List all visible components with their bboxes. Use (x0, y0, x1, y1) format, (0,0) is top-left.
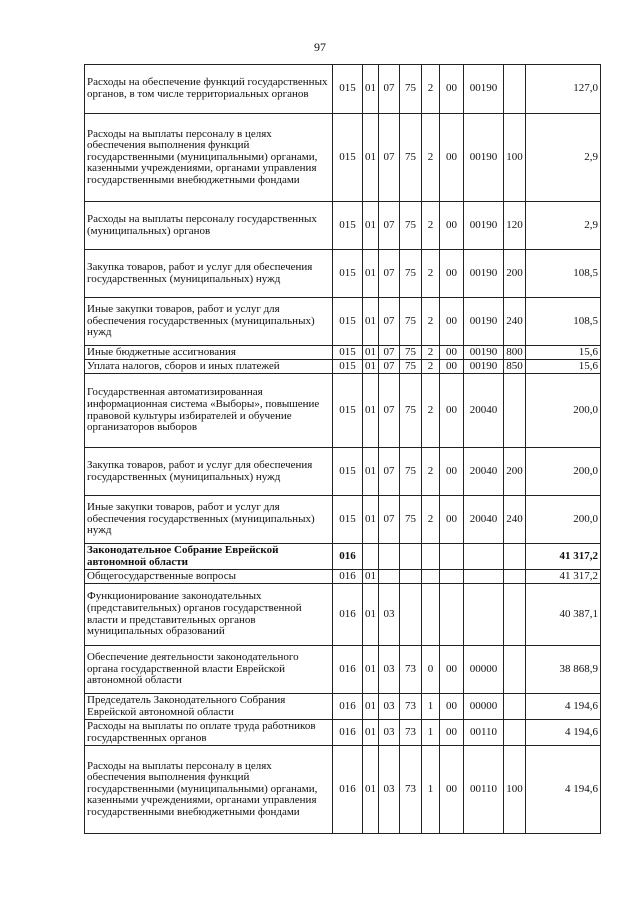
cell-program: 75 (400, 496, 422, 544)
cell-amount: 15,6 (526, 360, 601, 374)
cell-rz: 01 (363, 298, 379, 346)
row-name: Расходы на выплаты по оплате труда работников государственных органов (85, 720, 333, 746)
cell-subprogram: 2 (422, 298, 440, 346)
cell-direction: 00 (440, 720, 464, 746)
cell-pr: 07 (379, 496, 400, 544)
cell-subprogram: 2 (422, 496, 440, 544)
cell-subprogram: 2 (422, 114, 440, 202)
cell-subprogram (422, 584, 440, 646)
cell-rz: 01 (363, 694, 379, 720)
cell-pr: 03 (379, 694, 400, 720)
row-name: Расходы на выплаты персоналу государственных (муниципальных) органов (85, 202, 333, 250)
cell-expense-code (464, 570, 504, 584)
cell-amount: 4 194,6 (526, 694, 601, 720)
cell-rz: 01 (363, 496, 379, 544)
cell-program: 75 (400, 250, 422, 298)
table-row (85, 646, 601, 694)
cell-vr: 240 (504, 298, 526, 346)
table-row (85, 448, 601, 496)
cell-pr: 07 (379, 448, 400, 496)
cell-program: 73 (400, 646, 422, 694)
cell-amount: 2,9 (526, 114, 601, 202)
cell-ved: 015 (333, 298, 363, 346)
row-name: Иные закупки товаров, работ и услуг для обеспечения государственных (муниципальных) нужд (85, 298, 333, 346)
cell-ved: 015 (333, 360, 363, 374)
cell-vr (504, 570, 526, 584)
cell-rz: 01 (363, 570, 379, 584)
row-name: Законодательное Собрание Еврейской автономной области (85, 544, 333, 570)
cell-subprogram: 2 (422, 65, 440, 114)
cell-ved: 016 (333, 694, 363, 720)
cell-amount: 41 317,2 (526, 570, 601, 584)
cell-rz: 01 (363, 646, 379, 694)
cell-program: 75 (400, 374, 422, 448)
cell-program (400, 584, 422, 646)
cell-expense-code: 00110 (464, 720, 504, 746)
row-name: Иные закупки товаров, работ и услуг для обеспечения государственных (муниципальных) нужд (85, 496, 333, 544)
cell-rz: 01 (363, 114, 379, 202)
row-name: Общегосударственные вопросы (85, 570, 333, 584)
cell-amount: 200,0 (526, 374, 601, 448)
cell-pr: 07 (379, 202, 400, 250)
cell-ved: 016 (333, 544, 363, 570)
cell-vr (504, 65, 526, 114)
cell-direction: 00 (440, 346, 464, 360)
cell-amount: 200,0 (526, 448, 601, 496)
cell-direction: 00 (440, 65, 464, 114)
table-row (85, 746, 601, 834)
cell-pr (379, 570, 400, 584)
row-name: Расходы на обеспечение функций государственных органов, в том числе территориальных органов (85, 65, 333, 114)
cell-subprogram: 2 (422, 448, 440, 496)
cell-pr: 03 (379, 720, 400, 746)
cell-vr: 100 (504, 114, 526, 202)
cell-vr (504, 374, 526, 448)
row-name: Уплата налогов, сборов и иных платежей (85, 360, 333, 374)
cell-ved: 016 (333, 570, 363, 584)
table-row (85, 720, 601, 746)
cell-vr: 800 (504, 346, 526, 360)
cell-program (400, 544, 422, 570)
cell-pr: 07 (379, 250, 400, 298)
cell-rz: 01 (363, 746, 379, 834)
cell-expense-code: 00190 (464, 250, 504, 298)
cell-rz: 01 (363, 360, 379, 374)
cell-program: 73 (400, 694, 422, 720)
row-name: Закупка товаров, работ и услуг для обеспечения государственных (муниципальных) нужд (85, 448, 333, 496)
budget-table (84, 64, 601, 834)
table-row (85, 570, 601, 584)
row-name: Расходы на выплаты персоналу в целях обеспечения выполнения функций государственными (муниципальными) органами, казенными учреждениями, органами управления государственными внебюджетными фондами (85, 114, 333, 202)
cell-ved: 016 (333, 646, 363, 694)
cell-program: 75 (400, 114, 422, 202)
cell-vr (504, 694, 526, 720)
cell-direction (440, 544, 464, 570)
cell-amount: 108,5 (526, 298, 601, 346)
cell-ved: 016 (333, 746, 363, 834)
cell-direction (440, 570, 464, 584)
cell-subprogram: 1 (422, 746, 440, 834)
cell-rz: 01 (363, 720, 379, 746)
cell-amount: 40 387,1 (526, 584, 601, 646)
cell-vr (504, 646, 526, 694)
table-row (85, 202, 601, 250)
cell-program (400, 570, 422, 584)
cell-subprogram: 2 (422, 360, 440, 374)
cell-pr (379, 544, 400, 570)
cell-subprogram (422, 544, 440, 570)
table-row (85, 694, 601, 720)
cell-amount: 108,5 (526, 250, 601, 298)
cell-direction: 00 (440, 298, 464, 346)
cell-ved: 015 (333, 448, 363, 496)
cell-vr: 100 (504, 746, 526, 834)
cell-amount: 38 868,9 (526, 646, 601, 694)
cell-program: 75 (400, 65, 422, 114)
cell-amount: 15,6 (526, 346, 601, 360)
cell-expense-code: 00190 (464, 360, 504, 374)
cell-direction: 00 (440, 496, 464, 544)
cell-expense-code: 20040 (464, 448, 504, 496)
cell-subprogram: 2 (422, 250, 440, 298)
cell-expense-code (464, 584, 504, 646)
cell-pr: 07 (379, 65, 400, 114)
cell-vr (504, 720, 526, 746)
table-row (85, 584, 601, 646)
table-row (85, 496, 601, 544)
cell-rz: 01 (363, 584, 379, 646)
cell-rz: 01 (363, 448, 379, 496)
cell-ved: 016 (333, 720, 363, 746)
cell-ved: 015 (333, 114, 363, 202)
table-row (85, 544, 601, 570)
table-row (85, 374, 601, 448)
cell-expense-code: 00190 (464, 65, 504, 114)
cell-vr (504, 544, 526, 570)
cell-ved: 015 (333, 250, 363, 298)
table-row (85, 65, 601, 114)
table-row (85, 298, 601, 346)
page-number: 97 (314, 40, 326, 54)
cell-ved: 015 (333, 374, 363, 448)
cell-ved: 015 (333, 202, 363, 250)
cell-expense-code: 00190 (464, 202, 504, 250)
cell-subprogram: 2 (422, 346, 440, 360)
cell-rz: 01 (363, 65, 379, 114)
cell-expense-code: 00190 (464, 298, 504, 346)
cell-program: 73 (400, 746, 422, 834)
row-name: Государственная автоматизированная информационная система «Выборы», повышение правовой культуры избирателей и обучение организаторов выборов (85, 374, 333, 448)
cell-expense-code: 00000 (464, 646, 504, 694)
cell-rz (363, 544, 379, 570)
cell-vr: 200 (504, 448, 526, 496)
cell-pr: 03 (379, 584, 400, 646)
cell-pr: 07 (379, 114, 400, 202)
cell-expense-code: 20040 (464, 374, 504, 448)
cell-expense-code: 00190 (464, 114, 504, 202)
row-name: Функционирование законодательных (представительных) органов государственной власти и представительных органов муниципальных образований (85, 584, 333, 646)
cell-ved: 015 (333, 65, 363, 114)
cell-subprogram (422, 570, 440, 584)
cell-amount: 4 194,6 (526, 720, 601, 746)
table-row (85, 250, 601, 298)
cell-pr: 07 (379, 346, 400, 360)
cell-pr: 07 (379, 298, 400, 346)
cell-direction: 00 (440, 202, 464, 250)
cell-direction (440, 584, 464, 646)
cell-rz: 01 (363, 374, 379, 448)
cell-program: 75 (400, 346, 422, 360)
cell-vr: 120 (504, 202, 526, 250)
cell-program: 75 (400, 360, 422, 374)
cell-direction: 00 (440, 694, 464, 720)
cell-direction: 00 (440, 746, 464, 834)
table-row (85, 360, 601, 374)
row-name: Председатель Законодательного Собрания Еврейской автономной области (85, 694, 333, 720)
cell-vr (504, 584, 526, 646)
cell-ved: 015 (333, 346, 363, 360)
cell-vr: 240 (504, 496, 526, 544)
cell-pr: 03 (379, 646, 400, 694)
cell-subprogram: 1 (422, 694, 440, 720)
cell-program: 73 (400, 720, 422, 746)
cell-vr: 850 (504, 360, 526, 374)
cell-pr: 07 (379, 374, 400, 448)
row-name: Расходы на выплаты персоналу в целях обеспечения выполнения функций государственными (муниципальными) органами, казенными учреждениями, органами управления государственными внебюджетными фондами (85, 746, 333, 834)
cell-rz: 01 (363, 202, 379, 250)
cell-amount: 2,9 (526, 202, 601, 250)
cell-pr: 03 (379, 746, 400, 834)
cell-amount: 127,0 (526, 65, 601, 114)
cell-program: 75 (400, 202, 422, 250)
cell-amount: 41 317,2 (526, 544, 601, 570)
cell-expense-code: 20040 (464, 496, 504, 544)
row-name: Закупка товаров, работ и услуг для обеспечения государственных (муниципальных) нужд (85, 250, 333, 298)
cell-direction: 00 (440, 114, 464, 202)
cell-vr: 200 (504, 250, 526, 298)
cell-ved: 015 (333, 496, 363, 544)
cell-subprogram: 0 (422, 646, 440, 694)
cell-ved: 016 (333, 584, 363, 646)
cell-direction: 00 (440, 374, 464, 448)
cell-program: 75 (400, 448, 422, 496)
cell-direction: 00 (440, 646, 464, 694)
row-name: Иные бюджетные ассигнования (85, 346, 333, 360)
cell-expense-code (464, 544, 504, 570)
cell-direction: 00 (440, 250, 464, 298)
cell-program: 75 (400, 298, 422, 346)
cell-direction: 00 (440, 448, 464, 496)
cell-subprogram: 2 (422, 202, 440, 250)
table-row (85, 346, 601, 360)
table-row (85, 114, 601, 202)
cell-pr: 07 (379, 360, 400, 374)
cell-subprogram: 2 (422, 374, 440, 448)
cell-rz: 01 (363, 250, 379, 298)
cell-expense-code: 00110 (464, 746, 504, 834)
cell-rz: 01 (363, 346, 379, 360)
cell-amount: 200,0 (526, 496, 601, 544)
cell-subprogram: 1 (422, 720, 440, 746)
cell-direction: 00 (440, 360, 464, 374)
cell-expense-code: 00000 (464, 694, 504, 720)
cell-amount: 4 194,6 (526, 746, 601, 834)
row-name: Обеспечение деятельности законодательного органа государственной власти Еврейской автономной области (85, 646, 333, 694)
cell-expense-code: 00190 (464, 346, 504, 360)
